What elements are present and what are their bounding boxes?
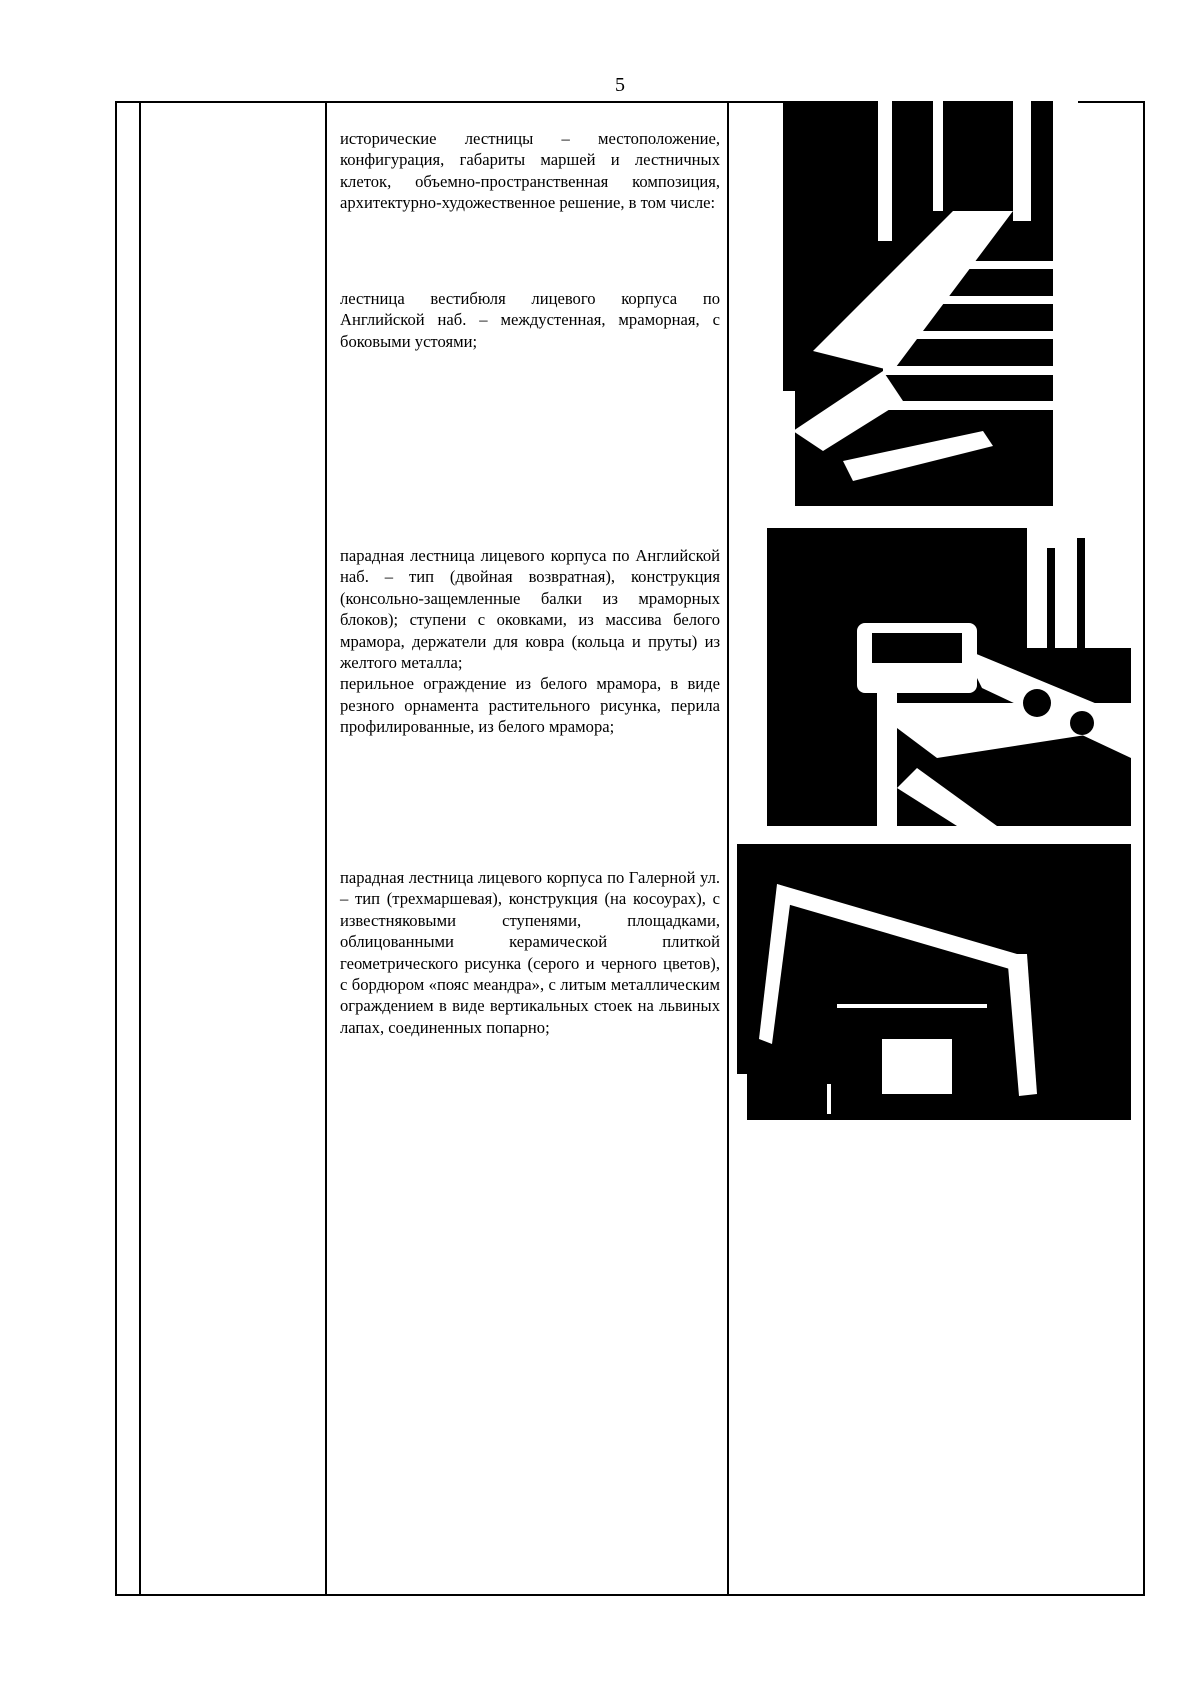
photo-vestibule-stair [783, 101, 1078, 506]
text-vestibule-stair: лестница вестибюля лицевого корпуса по Английской наб. – междустенная, мраморная, с боковыми устоями; [340, 289, 720, 351]
photo-main-stair-english-embankment [737, 528, 1131, 826]
photo-main-stair-galernaya [737, 844, 1131, 1120]
table-column-divider [727, 101, 729, 1596]
text-main-stair-galernaya: парадная лестница лицевого корпуса по Галерной ул. – тип (трехмаршевая), конструкция (на косоурах), с известняковыми ступенями, площадками, облицованными керамической плиткой геометрического рисунка (серого и черного цветов), с бордюром «пояс меандра», с литым металлическим ограждением в виде вертикальных стоек на львиных лапах, соединенных попарно; [340, 868, 720, 1037]
page-number: 5 [615, 74, 625, 96]
table-column-divider [139, 101, 141, 1596]
table-column-divider [325, 101, 327, 1596]
text-historic-stairs: исторические лестницы – местоположение, конфигурация, габариты маршей и лестничных клеток, объемно-пространственная композиция, архитектурно-художественное решение, в том числе: [340, 129, 720, 213]
text-main-stair-english-embankment: парадная лестница лицевого корпуса по Английской наб. – тип (двойная возвратная), конструкция (консольно-защемленные балки из мраморных блоков); ступени с оковками, из массива белого мрамора, держатели для ковра (кольца и пруты) из желтого металла; перильное ограждение из белого мрамора, в виде резного орнамента растительного рисунка, перила профилированные, из белого мрамора; [340, 546, 720, 737]
